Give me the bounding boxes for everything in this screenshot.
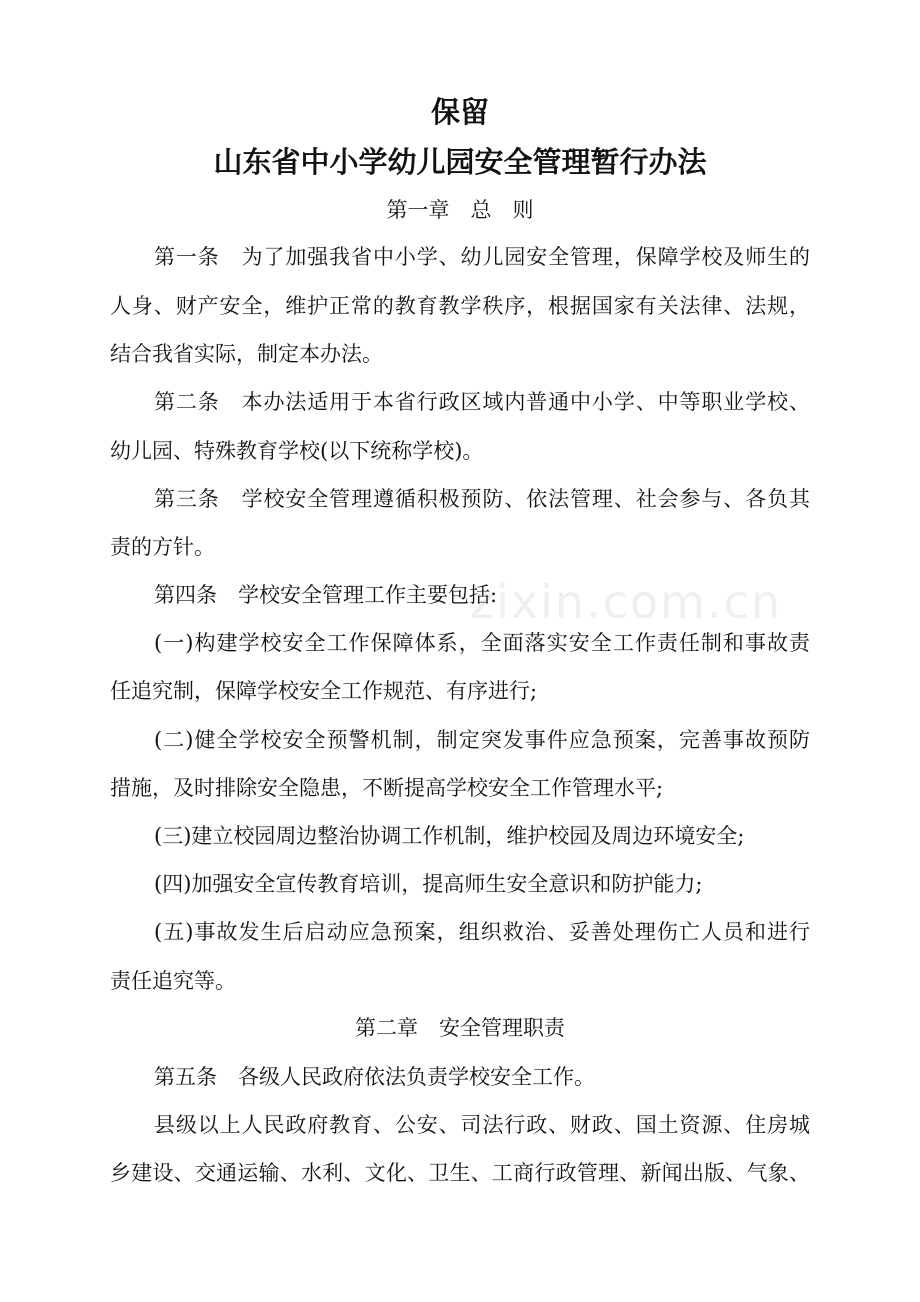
article-2-line: 幼儿园、特殊教育学校(以下统称学校)。 (110, 439, 484, 463)
article-5-line: 第五条 各级人民政府依法负责学校安全工作。 (154, 1065, 595, 1089)
article-1-line: 第一条 为了加强我省中小学、幼儿园安全管理，保障学校及师生的 (154, 245, 810, 269)
article-2-line: 第二条 本办法适用于本省行政区域内普通中小学、中等职业学校、 (154, 390, 810, 414)
item-1-line: 任追究制，保障学校安全工作规范、有序进行; (110, 679, 538, 703)
paragraph-line: 县级以上人民政府教育、公安、司法行政、财政、国土资源、住房城 (154, 1113, 810, 1137)
article-1-line: 人身、财产安全，维护正常的教育教学秩序，根据国家有关法律、法规， (110, 294, 810, 318)
item-4-line: (四)加强安全宣传教育培训，提高师生安全意识和防护能力; (154, 872, 703, 896)
item-2-line: 措施，及时排除安全隐患，不断提高学校安全工作管理水平; (110, 776, 664, 800)
paragraph-line: 乡建设、交通运输、水利、文化、卫生、工商行政管理、新闻出版、气象、 (110, 1161, 810, 1185)
item-5-line: 责任追究等。 (110, 969, 236, 993)
document-status-title: 保留 (430, 95, 489, 129)
watermark: zixin.com.cn (470, 575, 783, 629)
article-3-line: 责的方针。 (110, 535, 215, 559)
item-5-line: (五)事故发生后启动应急预案，组织救治、妥善处理伤亡人员和进行 (154, 920, 810, 944)
item-3-line: (三)建立校园周边整治协调工作机制，维护校园及周边环境安全; (154, 824, 745, 848)
document-title: 山东省中小学幼儿园安全管理暂行办法 (213, 145, 707, 179)
chapter-heading: 第一章 总 则 (386, 198, 534, 222)
article-1-line: 结合我省实际，制定本办法。 (110, 342, 383, 366)
article-4-line: 第四条 学校安全管理工作主要包括: (154, 583, 498, 607)
chapter-heading: 第二章 安全管理职责 (355, 1016, 565, 1040)
item-2-line: (二)健全学校安全预警机制，制定突发事件应急预案，完善事故预防 (154, 728, 810, 752)
article-3-line: 第三条 学校安全管理遵循积极预防、依法管理、社会参与、各负其 (154, 487, 810, 511)
item-1-line: (一)构建学校安全工作保障体系，全面落实安全工作责任制和事故责 (154, 631, 810, 655)
